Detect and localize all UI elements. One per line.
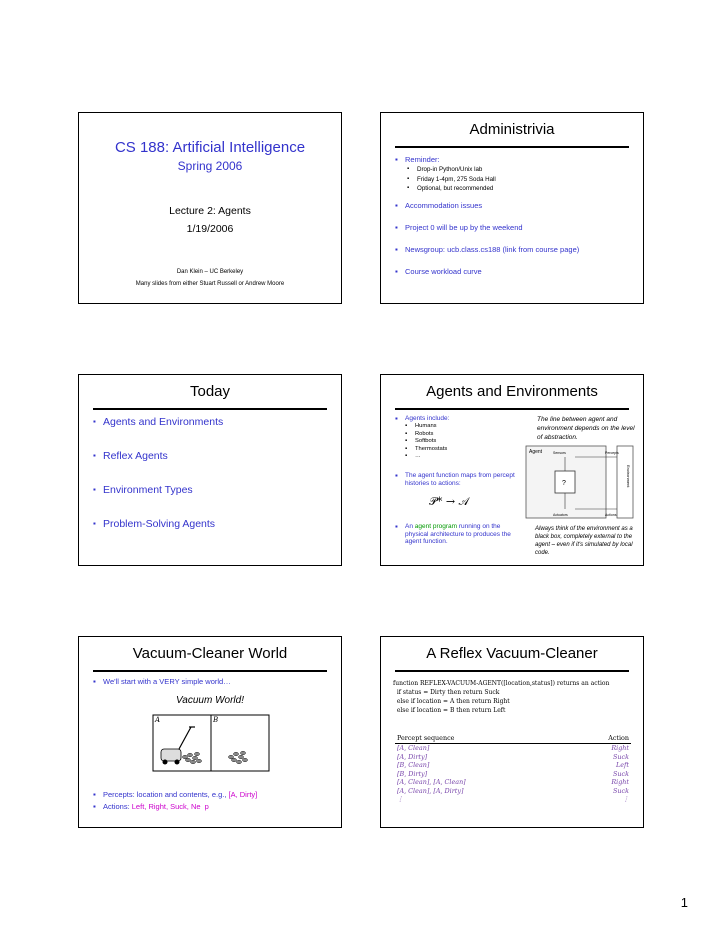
percept-cell: ⋮ — [397, 795, 404, 803]
bullet-item — [395, 523, 519, 546]
agent-pseudocode — [393, 679, 633, 715]
agent-diagram — [525, 445, 635, 519]
sub-list — [407, 165, 496, 194]
cell-b-label: B — [213, 716, 219, 724]
reminder-list — [395, 155, 440, 165]
heading-rule — [93, 408, 327, 410]
course-title: CS 188: Artificial Intelligence — [114, 139, 306, 156]
percept-cell: [B, Dirty] — [397, 769, 428, 778]
author: Dan Klein – UC Berkeley — [176, 269, 244, 275]
table-row — [395, 770, 631, 779]
includes-list — [395, 415, 449, 423]
slide-today — [78, 374, 342, 566]
bullet-item: ▪ We'll start with a VERY simple world… — [93, 677, 231, 687]
slide-agents-environments — [380, 374, 644, 566]
table-row — [395, 787, 631, 796]
vacuum-world-diagram — [151, 711, 271, 773]
header-percept: Percept sequence — [395, 733, 571, 744]
bullet-item: ▪ Agents and Environments — [93, 415, 223, 429]
program-pre: An — [405, 523, 415, 530]
bullet-item: ▪ Newsgroup: ucb.class.cs188 (link from course page) — [395, 244, 579, 255]
environment-label: Environment — [626, 465, 631, 488]
abstraction-note: The line between agent and environment depends on the level of abstraction. — [537, 416, 635, 441]
credit: Many slides from either Stuart Russell or Andrew Moore — [135, 281, 285, 287]
heading-rule — [93, 670, 327, 672]
sub-item: ▪ … — [405, 453, 447, 461]
heading-rule — [395, 670, 629, 672]
sub-item: ▪ Thermostats — [405, 446, 447, 454]
admin-list — [395, 200, 579, 277]
header-action: Action — [571, 733, 631, 744]
table-header-row — [395, 733, 631, 744]
sub-item: ▪ Softbots — [405, 438, 447, 446]
percept-cell: [A, Clean], [A, Clean] — [397, 778, 466, 786]
percepts-label: Percepts — [605, 451, 619, 455]
table-row — [395, 761, 631, 770]
action-cell: Suck — [613, 769, 629, 778]
actions-text: Actions: — [103, 802, 132, 811]
slide-administrivia — [380, 112, 644, 304]
agent-label: Agent — [529, 449, 543, 455]
sub-item: ▪ Humans — [405, 423, 447, 431]
action-cell: ⋮ — [622, 795, 629, 803]
world-label: Vacuum World! — [176, 695, 244, 706]
action-cell: Left — [616, 761, 629, 769]
percept-cell: [B, Clean] — [397, 761, 430, 769]
table-row — [395, 753, 631, 762]
actuators-label: Actuators — [553, 513, 568, 517]
percepts-text: Percepts: location and contents, e.g., — [103, 790, 229, 799]
slide-heading: Agents and Environments — [426, 383, 598, 400]
page-number: 1 — [680, 895, 688, 910]
slide-vacuum-world — [78, 636, 342, 828]
action-cell: Suck — [613, 752, 629, 761]
slide-heading: Administrivia — [469, 121, 555, 138]
function-list — [395, 472, 515, 487]
program-list — [395, 523, 519, 546]
course-term: Spring 2006 — [177, 159, 243, 173]
sub-item: ▪ Robots — [405, 431, 447, 439]
actions-cut: p — [204, 802, 209, 811]
table-row — [395, 795, 631, 804]
sensors-label: Sensors — [553, 451, 566, 455]
lecture-name: Lecture 2: Agents — [169, 205, 251, 217]
intro-list — [93, 677, 231, 687]
bullet-item: ▪ The agent function maps from percept histories to actions: — [395, 472, 515, 487]
table-row — [395, 778, 631, 787]
bullet-item: ▪ Agents include: — [395, 415, 449, 423]
code-line: else if location = B then return Left — [393, 707, 506, 714]
slide-title — [78, 112, 342, 304]
action-cell: Right — [611, 744, 629, 752]
percept-cell: [A, Clean] — [397, 744, 430, 752]
bullet-item: ▪ Problem-Solving Agents — [93, 517, 223, 531]
question-mark: ? — [562, 480, 566, 487]
program-post: running on the physical architecture to produces the agent function. — [405, 523, 511, 545]
agent-types — [405, 423, 447, 461]
today-list — [93, 415, 223, 531]
sub-item: ▪ Drop-in Python/Unix lab — [407, 165, 496, 175]
bullet-item: ▪ Reflex Agents — [93, 449, 223, 463]
black-box-note: Always think of the environment as a black box, completely external to the agent – even if it's simulated by local code. — [535, 526, 633, 556]
percepts-actions-list — [93, 789, 257, 813]
actions-list: Left, Right, Suck, Ne — [131, 802, 201, 811]
sub-item: ▪ Optional, but recommended — [407, 184, 496, 194]
action-cell: Right — [611, 778, 629, 786]
code-line: else if location = A then return Right — [393, 698, 510, 705]
action-cell: Suck — [613, 786, 629, 795]
cell-a-label: A — [155, 716, 161, 724]
bullet-item: ▪ Reminder: — [395, 155, 440, 165]
percept-cell: [A, Dirty] — [397, 752, 428, 761]
bullet-item — [93, 801, 257, 813]
slide-reflex-vacuum — [380, 636, 644, 828]
percept-action-table — [395, 733, 631, 804]
bullet-item — [93, 789, 257, 801]
lecture-date: 1/19/2006 — [186, 223, 234, 235]
bullet-item: ▪ Accommodation issues — [395, 200, 579, 211]
code-line: if status = Dirty then return Suck — [393, 689, 500, 696]
heading-rule — [395, 146, 629, 148]
slide-heading: A Reflex Vacuum-Cleaner — [426, 645, 598, 662]
percept-cell: [A, Clean], [A, Dirty] — [397, 786, 464, 795]
slide-heading: Vacuum-Cleaner World — [132, 645, 288, 662]
bullet-item: ▪ Course workload curve — [395, 266, 579, 277]
program-word: agent program — [414, 523, 458, 530]
table-row — [395, 744, 631, 753]
heading-rule — [395, 408, 629, 410]
sub-item: ▪ Friday 1-4pm, 275 Soda Hall — [407, 175, 496, 185]
code-line: function REFLEX-VACUUM-AGENT([location,status]) returns an action — [393, 680, 610, 687]
bullet-item: ▪ Environment Types — [93, 483, 223, 497]
bullet-item: ▪ Project 0 will be up by the weekend — [395, 222, 579, 233]
actions-label: Actions — [605, 513, 617, 517]
percepts-example: [A, Dirty] — [228, 790, 258, 799]
slide-heading: Today — [189, 383, 231, 400]
formula: 𝒫* → 𝒜 — [429, 495, 470, 508]
